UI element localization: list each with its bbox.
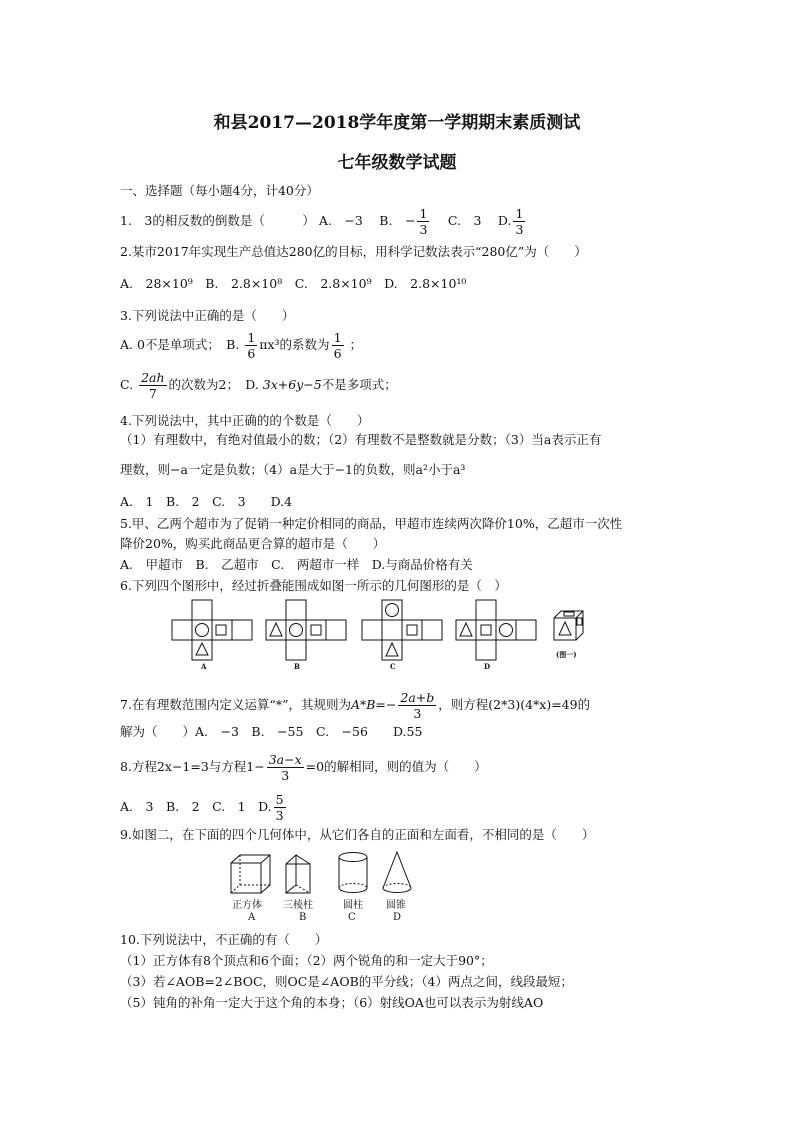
solid-letter-d: D	[393, 912, 402, 923]
exam-subtitle: 七年级数学试题	[337, 153, 457, 173]
net-labels	[168, 650, 598, 676]
solid-name-c: 圆柱	[343, 900, 363, 911]
q7-rule: A*B=−	[350, 697, 397, 712]
q1-option-d: D.	[497, 213, 512, 228]
question-9-stem: 9.如图二，在下面的四个几何体中，从它们各自的正面和左面看，不相同的是（ ）	[120, 827, 595, 842]
q3-option-b-text: πx³的系数为	[259, 337, 330, 352]
solid-letter-a: A	[248, 912, 256, 923]
fraction-numerator: 1	[515, 206, 524, 221]
question-10-stem: 10.下列说法中，不正确的有（ ）	[120, 932, 328, 947]
q1-option-b: B. −	[379, 213, 416, 228]
net-label-b: B	[294, 662, 300, 671]
cube-solid	[231, 855, 270, 893]
question-2-options: A. 28×10⁹ B. 2.8×10⁸ C. 2.8×10⁹ D. 2.8×10¹⁰	[120, 276, 467, 291]
fraction-numerator: 1	[333, 330, 342, 345]
q8-option-d-fraction	[274, 792, 286, 823]
q3-fraction-b	[245, 330, 257, 361]
net-label-a: A	[201, 662, 207, 671]
question-8-options	[120, 792, 288, 823]
cone-solid	[383, 852, 411, 893]
solid-name-d: 圆锥	[386, 900, 406, 911]
question-10-line-2: （3）若∠AOB=2∠BOC，则OC是∠AOB的平分线；（4）两点之间，线段最短；	[120, 974, 573, 989]
solids-labels	[226, 900, 426, 928]
q1-fraction-d	[513, 206, 525, 237]
q8-text-b: =0的解相同，则的值为（ ）	[305, 759, 487, 774]
net-b	[266, 600, 346, 660]
question-7-line-1	[120, 690, 590, 721]
section-heading: 一、选择题（每小题4分，计40分）	[120, 183, 319, 198]
q8-text-a: 8.方程2x−1=3与方程1−	[120, 759, 265, 774]
question-1	[120, 206, 527, 237]
fraction-denominator: 6	[333, 346, 342, 361]
exam-title: 和县2017—2018学年度第一学期期末素质测试	[213, 113, 581, 133]
fraction-denominator: 3	[281, 768, 290, 783]
solid-letter-c: C	[348, 912, 356, 923]
net-label-c: C	[390, 662, 396, 671]
fraction-numerator: 1	[247, 330, 256, 345]
net-d	[456, 600, 536, 660]
question-3-line-ab	[120, 330, 362, 361]
cube-nets-figure	[168, 598, 598, 662]
question-10-line-1: （1）正方体有8个顶点和6个面；（2）两个锐角的和一定大于90°；	[120, 953, 493, 968]
net-a	[172, 600, 252, 660]
question-2-stem: 2.某市2017年实现生产总值达280亿的目标，用科学记数法表示“280亿”为（ ）	[120, 244, 587, 259]
question-4-stem: 4.下列说法中，其中正确的的个数是（ ）	[120, 413, 370, 428]
fraction-denominator: 3	[275, 808, 284, 823]
fraction-numerator: 2a+b	[400, 690, 435, 705]
q7-text-a: 7.在有理数范围内定义运算“*”，其规则为	[120, 697, 351, 712]
question-3-stem: 3.下列说法中正确的是（ ）	[120, 308, 295, 323]
triangular-prism-solid	[286, 855, 310, 893]
solid-name-b: 三棱柱	[283, 900, 313, 911]
q3-option-c: C.	[120, 377, 134, 392]
cylinder-solid	[339, 853, 367, 893]
q3-option-d-text: 不是多项式；	[321, 377, 397, 392]
question-5-line-2: 降价20%，购买此商品更合算的超市是（ ）	[120, 536, 386, 551]
net-c	[362, 600, 442, 660]
question-5-line-1: 5.甲、乙两个超市为了促销一种定价相同的商品，甲超市连续两次降价10%，乙超市一次性	[120, 516, 623, 531]
q8-options-text: A. 3 B. 2 C. 1 D.	[120, 799, 272, 814]
question-6-stem: 6.下列四个图形中，经过折叠能围成如图一所示的几何图形的是（ ）	[120, 578, 507, 593]
q1-option-a: A. −3	[318, 213, 363, 228]
q3-option-c-text: 的次数为2； D.	[168, 377, 259, 392]
q1-stem: 1. 3的相反数的倒数是（ ）	[120, 213, 315, 228]
q8-fraction	[267, 752, 304, 783]
cube-figure-1	[554, 611, 583, 640]
question-4-line-2: 理数，则−a一定是负数；（4）a是大于−1的负数，则a²小于a³	[120, 462, 466, 477]
fraction-denominator: 6	[247, 346, 256, 361]
question-8-stem	[120, 752, 487, 783]
q1-fraction-b	[417, 206, 429, 237]
solid-letter-b: B	[299, 912, 307, 923]
question-10-line-3: （5）钝角的补角一定大于这个角的本身；（6）射线OA也可以表示为射线AO	[120, 995, 544, 1010]
fraction-denominator: 3	[515, 222, 524, 237]
question-7-line-2: 解为（ ）A. −3 B. −55 C. −56 D.55	[120, 724, 423, 739]
question-3-line-cd	[120, 370, 397, 401]
q3-fraction-b-coef	[332, 330, 344, 361]
q7-fraction	[398, 690, 436, 721]
fraction-numerator: 5	[275, 792, 284, 807]
question-5-options: A. 甲超市 B. 乙超市 C. 两超市一样 D.与商品价格有关	[120, 557, 473, 572]
q1-option-c: C. 3	[447, 213, 482, 228]
question-4-line-1: （1）有理数中，有绝对值最小的数；（2）有理数不是整数就是分数；（3）当a表示正有	[120, 432, 602, 447]
q3-fraction-c	[139, 370, 166, 401]
fraction-numerator: 1	[419, 206, 428, 221]
fraction-numerator: 2ah	[141, 370, 165, 385]
q3-option-a: A. 0不是单项式； B.	[120, 337, 240, 352]
net-label-d: D	[484, 662, 491, 671]
q3-option-b-end: ；	[349, 337, 363, 352]
q7-text-c: ，则方程(2*3)(4*x)=49的	[438, 697, 591, 712]
solids-figure	[226, 850, 426, 900]
solid-name-a: 正方体	[232, 900, 262, 911]
fraction-denominator: 3	[413, 706, 422, 721]
question-4-options: A. 1 B. 2 C. 3 D.4	[120, 494, 293, 509]
q3-option-d-expr: 3x+6y−5	[262, 377, 322, 392]
fraction-denominator: 7	[148, 386, 157, 401]
fraction-numerator: 3a−x	[268, 752, 302, 767]
fraction-denominator: 3	[419, 222, 428, 237]
figure-1-label: (图一)	[556, 650, 577, 659]
